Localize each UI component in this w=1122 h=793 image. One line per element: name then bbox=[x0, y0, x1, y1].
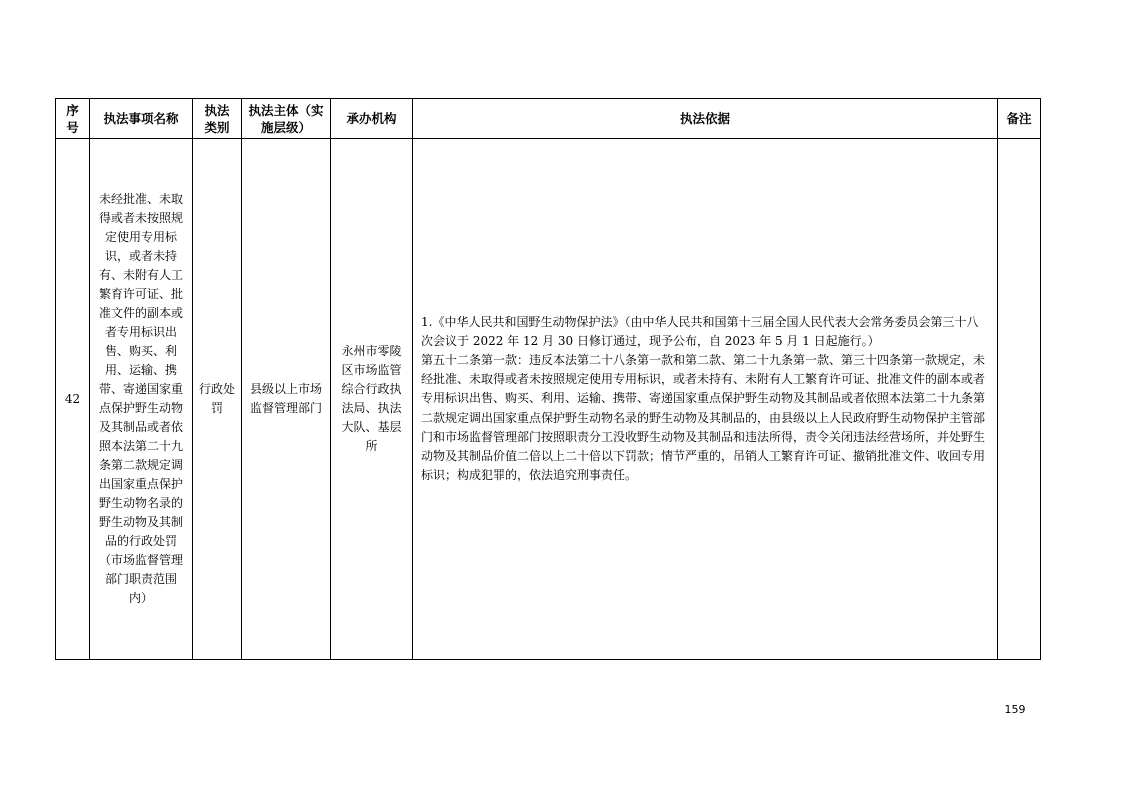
header-basis: 执法依据 bbox=[413, 99, 998, 139]
row-basis bbox=[413, 139, 998, 660]
row-subject: 县级以上市场监督管理部门 bbox=[242, 139, 331, 660]
table-row bbox=[56, 139, 1041, 660]
row-agency: 永州市零陵区市场监管综合行政执法局、执法大队、基层所 bbox=[331, 139, 413, 660]
row-seq: 42 bbox=[56, 139, 90, 660]
header-subject: 执法主体（实施层级） bbox=[242, 99, 331, 139]
row-category: 行政处罚 bbox=[193, 139, 242, 660]
table-header-row bbox=[56, 99, 1041, 139]
header-remarks: 备注 bbox=[998, 99, 1041, 139]
header-category: 执法类别 bbox=[193, 99, 242, 139]
header-item-name: 执法事项名称 bbox=[90, 99, 193, 139]
row-item-name: 未经批准、未取得或者未按照规定使用专用标识，或者未持有、未附有人工繁育许可证、批准文件的副本或者专用标识出售、购买、利用、运输、携带、寄递国家重点保护野生动物及其制品或者依照本法第二十九条第二款规定调出国家重点保护野生动物名录的野生动物及其制品的行政处罚（市场监督管理部门职责范围内） bbox=[90, 139, 193, 660]
header-seq: 序号 bbox=[56, 99, 90, 139]
page-number: 159 bbox=[1004, 703, 1026, 716]
row-remarks bbox=[998, 139, 1041, 660]
basis-law-title: 1.《中华人民共和国野生动物保护法》（由中华人民共和国第十三届全国人民代表大会常务委员会第三十八次会议于 2022 年 12 月 30 日修订通过，现予公布，自 2023 年 5 月 1 日起施行。） bbox=[421, 314, 979, 348]
header-agency: 承办机构 bbox=[331, 99, 413, 139]
enforcement-table bbox=[55, 98, 1041, 660]
basis-article-text: 第五十二条第一款：违反本法第二十八条第一款和第二款、第二十九条第一款、第三十四条第一款规定，未经批准、未取得或者未按照规定使用专用标识，或者未持有、未附有人工繁育许可证、批准文件的副本或者专用标识出售、购买、利用、运输、携带、寄递国家重点保护野生动物及其制品或者依照本法第二十九条第二款规定调出国家重点保护野生动物名录的野生动物及其制品的，由县级以上人民政府野生动物保护主管部门和市场监督管理部门按照职责分工没收野生动物及其制品和违法所得，责令关闭违法经营场所，并处野生动物及其制品价值二倍以上二十倍以下罚款；情节严重的，吊销人工繁育许可证、撤销批准文件、收回专用标识；构成犯罪的，依法追究刑事责任。 bbox=[421, 352, 986, 483]
